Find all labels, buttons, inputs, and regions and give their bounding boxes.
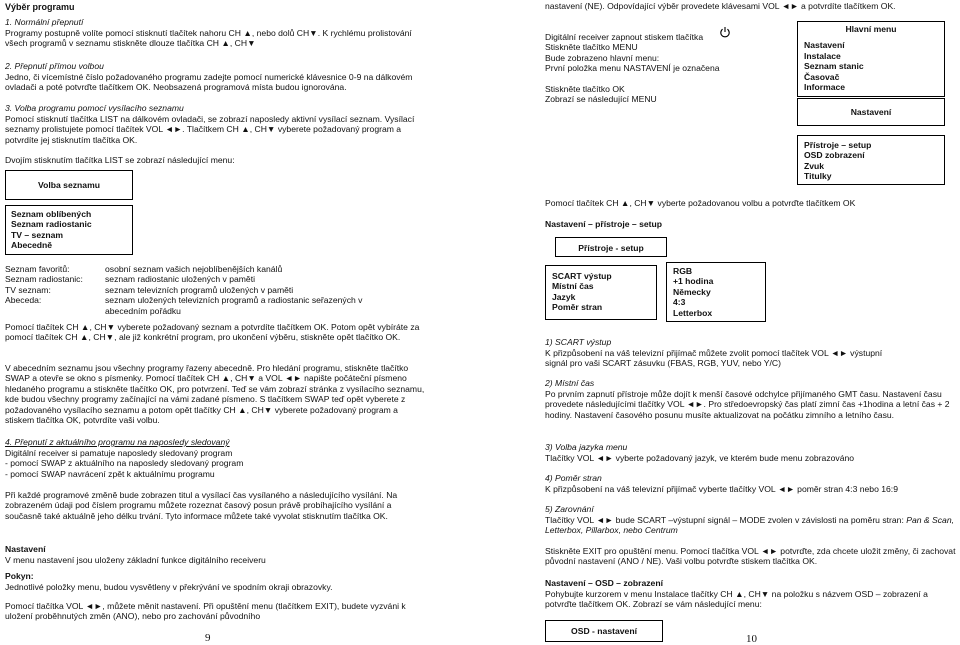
setup-items-box [545,265,657,320]
s4-lines [5,448,243,479]
s3-title: 3. Volba programu pomocí vysílacího seznamu [5,103,184,113]
intro-line: Zobrazí se následující MENU [545,94,657,105]
intro-line: Stiskněte tlačítko MENU [545,42,638,53]
left-page [0,0,470,645]
submenu-item: Titulky [804,171,832,182]
setup-value: +1 hodina [673,276,714,287]
item5-title: 5) Zarovnání [545,504,594,514]
choose-paragraph: Pomocí tlačítek CH ▲, CH▼ vyberte požadovanou volbu a potvrďte tlačítkem OK [545,198,856,208]
s4-title: 4. Přepnutí z aktuálního programu na naposledy sledovaný [5,437,230,447]
setup-title-box [555,237,667,257]
intro-line: Bude zobrazeno hlavní menu: [545,52,660,63]
power-icon [719,26,731,38]
list-option: TV – seznam [11,229,64,240]
definition-term: Abeceda: [5,295,42,306]
definition-row [5,264,425,274]
s3-text: Pomocí stisknutí tlačítka LIST na dálkovém ovladači, se zobrazí naposledy aktivní vysílací seznam. Vysílací seznamy prolistujete pomocí tlačítek VOL ◄►. Tlačítkem CH ▲, CH▼ vyberete požadovaný program a potvrdíte jej stisknutím tlačítka OK. [5,114,415,145]
setup-item: SCART výstup [552,271,612,281]
definition-row [5,295,425,316]
s1-title: 1. Normální přepnutí [5,17,84,27]
osd-title: Nastavení – OSD – zobrazení [545,578,663,588]
select-paragraph: Pomocí tlačítek CH ▲, CH▼ vyberete požadovaný seznam a potvrdíte tlačítkem OK. Potom opět vybíráte za pomocí tlačítek CH ▲, CH▼, ale již konkrétní program, pro ukončení výběru, stiskněte opět tlačítko OK. [5,322,420,343]
intro-line-spacer [545,74,720,84]
nastaveni-title: Nastavení [5,544,46,554]
volba-seznamu-box [5,170,133,200]
nastaveni-submenu-box [797,135,945,185]
intro-line: První položka menu NASTAVENÍ je označena [545,63,720,74]
main-menu-item: Časovač [804,71,840,82]
item1-title: 1) SCART výstup [545,337,612,347]
volba-seznamu-title: Volba seznamu [38,180,100,190]
main-menu-item: Instalace [804,50,841,61]
definitions-list [5,264,425,316]
submenu-item: Zvuk [804,160,825,171]
osd-text: Pohybujte kurzorem v menu Instalace tlačítky CH ▲, CH▼ na položku s názvem OSD – zobrazení a potvrďte tlačítkem OK. Zobrazí se vám následující menu: [545,589,928,610]
setup-value: Německy [673,286,711,297]
definition-desc: seznam uložených televizních programů a radiostanic seřazených v abecedním pořádku [105,295,363,316]
setup-item: Jazyk [552,291,576,302]
definition-term: Seznam radiostanic: [5,274,83,285]
setup-value: 4:3 [673,297,686,308]
item5-text-modes: Pan & Scan, Letterbox, Pillarbox, nebo Centrum [545,515,955,536]
item2-title: 2) Místní čas [545,378,595,388]
alphabet-paragraph: V abecedním seznamu jsou všechny programy řazeny abecedně. Pro hledání programu, stiskněte tlačítko SWAP a otevře se okno s písmenky. Pomocí tlačítek CH ▲, CH▼ a VOL ◄► napište počáteční písmeno hledaného programu a stiskněte tlačítko OK, pro potvrzení. Teď se vám zobrazí stránka z vysílacího seznamu, kde budou všechny programy začínající na vámi zadané písmeno. S tlačítkem SWAP teď opět vyberete z požadovaného vysílacího seznamu a potom opět tlačítky CH ▲, CH▼ vyberete požadovaný program a stiskem tlačítka OK, potvrdíte vaši volbu. [5,363,425,426]
osd-box [545,620,663,642]
pokyn-text: Jednotlivé položky menu, budou vysvětleny v překrývání ve spodním okraji obrazovky. [5,582,333,592]
definition-term: Seznam favoritů: [5,264,70,274]
top-line: nastavení (NE). Odpovídající výběr provedete klávesami VOL ◄► a potvrdíte tlačítkem OK. [545,1,896,11]
item3-title: 3) Volba jazyka menu [545,442,628,452]
definition-row [5,285,425,295]
definition-row [5,274,425,284]
main-menu-item: Nastavení [804,40,845,51]
item4-title: 4) Poměr stran [545,473,602,483]
list-intro: Dvojím stisknutím tlačítka LIST se zobrazí následující menu: [5,155,235,165]
setup-section-title: Nastavení – přístroje – setup [545,219,663,229]
osd-box-label: OSD - nastavení [571,626,637,636]
intro-line: Digitální receiver zapnout stiskem tlačítka [545,32,704,42]
section-heading: Výběr programu [5,2,75,12]
page-number: 10 [746,633,757,645]
definition-desc: seznam radiostanic uložených v paměti [105,274,255,285]
intro-lines [545,32,720,105]
nastaveni-box [797,98,945,126]
page-number: 9 [205,632,211,644]
definition-term: TV seznam: [5,284,51,295]
setup-value: RGB [673,266,693,276]
main-menu-item: Informace [804,82,846,93]
main-menu-box [797,21,945,97]
s4-line: - pomocí SWAP navrácení zpět k aktuálnímu programu [5,468,215,479]
main-menu-title: Hlavní menu [845,24,897,34]
list-option: Seznam oblíbených [11,209,92,219]
s4-line: Digitální receiver si pamatuje naposledy sledovaný program [5,448,233,458]
list-option: Abecedně [11,240,53,251]
s2-text: Jedno, či vícemístné číslo požadovaného programu zadejte pomocí numerické klávesnice 0-9 na dálkovém ovladači a poté potvrďte tlačítkem OK. Neobsazená programová místa budou ignorována. [5,72,413,93]
s1-text: Programy postupně volíte pomocí stisknutí tlačítek nahoru CH ▲, nebo dolů CH▼. K rychlému prolistování všech programů v seznamu stiskněte dlouze tlačítka CH ▲, CH▼ [5,28,412,49]
s2-title: 2. Přepnutí přímou volbou [5,61,104,71]
setup-item: Poměr stran [552,302,603,313]
nastaveni-box-label: Nastavení [850,107,892,117]
list-option: Seznam radiostanic [11,219,92,230]
setup-values-box [666,262,766,322]
s4-line: - pomocí SWAP z aktuálního na naposledy sledovaný program [5,458,244,469]
change-paragraph: Při každé programové změně bude zobrazen titul a vysílací čas vysílaného a následujícího vysílání. Na zobrazeném údaji pod číslem programu můžete rozeznat časový posun právě probíhajícího vysílání a současně také aktuálně jeho délku trvání. Tyto informace můžete také vyvolat stisknutím tlačítka OK. [5,490,398,521]
item4-text: K přizpůsobení na váš televizní přijímač vyberte tlačítky VOL ◄► poměr stran 4:3 nebo 16:9 [545,484,898,494]
definition-desc: osobní seznam vašich nejoblíbenějších kanálů [105,264,283,274]
setup-value: Letterbox [673,307,713,318]
submenu-item: OSD zobrazení [804,150,865,161]
setup-title-label: Přístroje - setup [578,243,644,253]
vol-paragraph: Pomocí tlačítka VOL ◄►, můžete měnit nastavení. Při opuštění menu (tlačítkem EXIT), budete vyzváni k uložení proběhnutých změn (ANO), nebo pro zachování původního [5,601,406,622]
exit-paragraph: Stiskněte EXIT pro opuštění menu. Pomocí tlačítka VOL ◄► potvrďte, zda chcete uložit změny, či zachovat původní nastavení (ANO / NE). Vaši volbu potvrďte stiskem tlačítka OK. [545,546,956,567]
nastaveni-text: V menu nastavení jsou uloženy základní funkce digitálního receiveru [5,555,266,565]
definition-desc: seznam televizních programů uložených v paměti [105,284,294,295]
item5-text [545,515,957,536]
pokyn-title: Pokyn: [5,571,34,581]
right-page [486,0,960,645]
item2-text: Po prvním zapnutí přístroje může dojít k menší časové odchylce přijímaného GMT času. Nastavení času provedete následujícími tlačítky VOL ◄►. Pro středoevropský čas platí zimní čas +1hodina a letní čas + 2 hodiny. Nastavení časového posunu musíte aktualizovat na počátku zimního a letního času. [545,389,950,420]
item1-text: K přizpůsobení na váš televizní přijímač můžete zvolit pomocí tlačítek VOL ◄► výstupní signál pro vaši SCART zásuvku (FBAS, RGB, YUV, nebo Y/C) [545,348,883,369]
item5-text-main: Tlačítky VOL ◄► bude SCART –výstupní signál – MODE zvolen v závislosti na poměru stran: [545,515,907,525]
submenu-item: Přístroje – setup [804,140,872,150]
main-menu-item: Seznam stanic [804,61,864,72]
intro-line: Stiskněte tlačítko OK [545,83,625,94]
list-options-box [5,205,133,255]
item3-text: Tlačítky VOL ◄► vyberte požadovaný jazyk, ve kterém bude menu zobrazováno [545,453,855,463]
setup-item: Místní čas [552,281,594,292]
